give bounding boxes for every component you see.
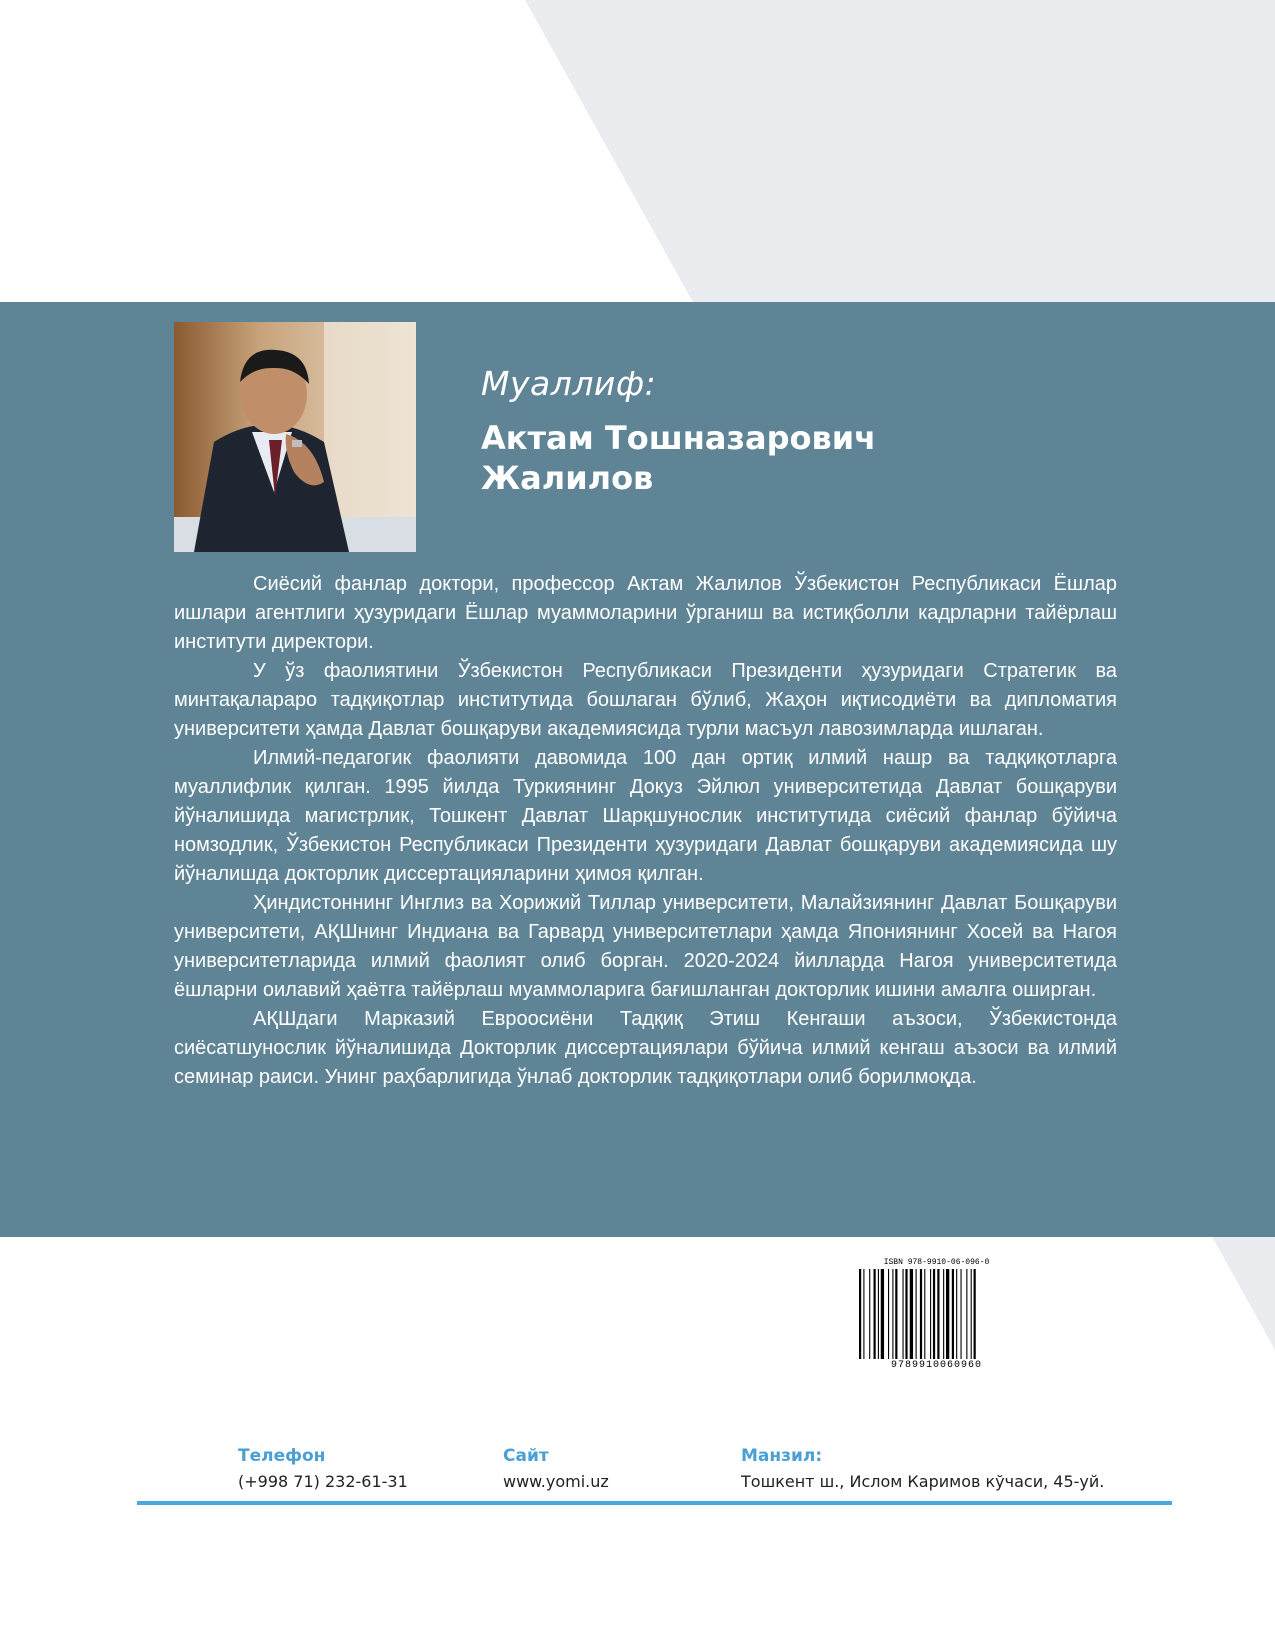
- bio-paragraph: Илмий-педагогик фаолияти давомида 100 дан ортиқ илмий нашр ва тадқиқотларга муаллифлик қилган. 1995 йилда Туркиянинг Докуз Эйлюл университетида Давлат бошқаруви йўналишида магистрлик, Тошкент Давлат Шарқшунослик институтида сиёсий фанлар бўйича номзодлик, Ўзбекистон Республикаси Президенти ҳузуридаги Давлат бошқаруви академиясида шу йўналишда докторлик диссертацияларини ҳимоя қилган.: [174, 747, 1117, 885]
- bio-paragraph: АҚШдаги Марказий Евроосиёни Тадқиқ Этиш Кенгаши аъзоси, Ўзбекистонда сиёсатшунослик йўналишида Докторлик диссертациялари бўйича илмий кенгаш аъзоси ва илмий семинар раиси. Унинг раҳбарлигида ўнлаб докторлик тадқиқотлари олиб борилмоқда.: [174, 1008, 1117, 1088]
- barcode-bar: [933, 1269, 935, 1359]
- barcode-bar: [874, 1269, 876, 1359]
- barcode-bar: [924, 1269, 925, 1359]
- author-label: Муаллиф:: [481, 364, 657, 403]
- barcode-bar: [869, 1269, 870, 1359]
- isbn-text: ISBN 978-9910-06-096-0: [883, 1258, 990, 1267]
- barcode-bars: [859, 1269, 1014, 1359]
- barcode-bar: [920, 1269, 922, 1359]
- barcode-bar: [916, 1269, 917, 1359]
- barcode-digits: 9789910060960: [890, 1360, 982, 1371]
- barcode-bar: [892, 1269, 893, 1359]
- address-title: Манзил:: [741, 1446, 823, 1466]
- author-portrait: [174, 322, 416, 552]
- isbn-barcode: [857, 1258, 1016, 1373]
- barcode-bar: [966, 1269, 967, 1359]
- barcode-bar: [878, 1269, 879, 1359]
- bio-paragraph: Ҳиндистоннинг Инглиз ва Хорижий Тиллар университети, Малайзиянинг Давлат Бошқаруви университети, АҚШнинг Индиана ва Гарвард университетлари ҳамда Япониянинг Хосей ва Нагоя университетларида илмий фаолият олиб борган. 2020-2024 йилларда Нагоя университетида ёшларни оилавий ҳаётга тайёрлаш муаммоларига бағишланган докторлик ишини амалга оширган.: [174, 892, 1117, 1001]
- site-title: Сайт: [503, 1446, 549, 1466]
- author-name-line2: Жалилов: [481, 459, 654, 497]
- barcode-bar: [943, 1269, 944, 1359]
- barcode-bar: [946, 1269, 949, 1359]
- barcode-bar: [863, 1269, 864, 1359]
- author-name-line1: Актам Тошназарович: [481, 419, 877, 457]
- barcode-bar: [952, 1269, 954, 1359]
- barcode-bar: [888, 1269, 889, 1359]
- barcode-bar: [895, 1269, 897, 1359]
- barcode-bar: [937, 1269, 939, 1359]
- barcode-bar: [881, 1269, 884, 1359]
- barcode-bar: [971, 1269, 972, 1359]
- phone-title: Телефон: [238, 1446, 326, 1466]
- author-biography: [174, 570, 1117, 1092]
- barcode-bar: [974, 1269, 976, 1359]
- author-name: [481, 418, 1001, 498]
- barcode-bar: [930, 1269, 931, 1359]
- phone-value: (+998 71) 232-61-31: [238, 1472, 408, 1491]
- barcode-bar: [903, 1269, 904, 1359]
- barcode-bar: [905, 1269, 907, 1359]
- barcode-bar: [956, 1269, 957, 1359]
- bio-paragraph: У ўз фаолиятини Ўзбекистон Республикаси Президенти ҳузуридаги Стратегик ва минтақалараро тадқиқотлар институтида бошлаган бўлиб, Жаҳон иқтисодиёти ва дипломатия университети ҳамда Давлат бошқаруви академиясида турли масъул лавозимларда ишлаган.: [174, 660, 1117, 740]
- barcode-bar: [859, 1269, 861, 1359]
- barcode-bar: [961, 1269, 962, 1359]
- footer-divider: [137, 1501, 1172, 1505]
- site-link[interactable]: www.yomi.uz: [503, 1472, 609, 1491]
- barcode-bar: [910, 1269, 913, 1359]
- bio-paragraph: Сиёсий фанлар доктори, профессор Актам Жалилов Ўзбекистон Республикаси Ёшлар ишлари агентлиги ҳузуридаги Ёшлар муаммоларини ўрганиш ва истиқболли кадрларни тайёрлаш институти директори.: [174, 573, 1117, 653]
- address-value: Тошкент ш., Ислом Каримов кўчаси, 45-уй.: [741, 1472, 1105, 1491]
